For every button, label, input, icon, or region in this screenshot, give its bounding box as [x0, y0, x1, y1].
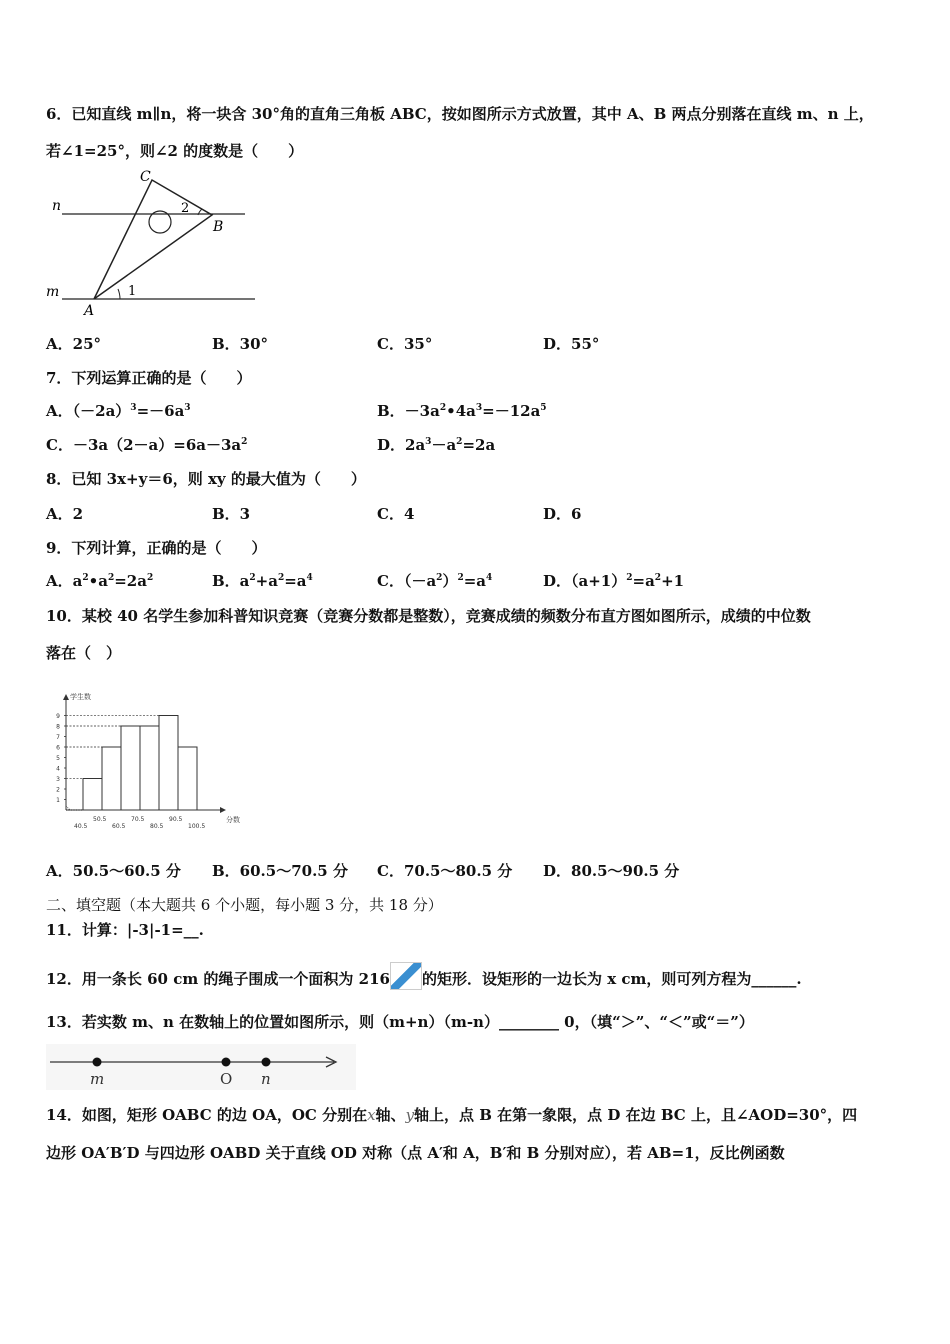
histogram-y-tick: 3: [56, 776, 60, 783]
q11-stem: 11．计算：|-3|-1=__.: [46, 921, 204, 939]
histogram-chart: [50, 688, 250, 836]
histogram-y-tick: 4: [56, 765, 60, 773]
q10-option-d: D．80.5～90.5 分: [543, 862, 680, 880]
q6-label-B: B: [213, 219, 224, 235]
histogram-x-tick: 80.5: [150, 823, 164, 830]
q6-label-A: A: [84, 303, 95, 319]
q6-label-m: m: [46, 284, 60, 300]
q7-option-b: B．$-3a^2•4a^3=-12a^5$: [377, 402, 547, 420]
q8-option-b: B．3: [212, 505, 251, 523]
histogram-y-tick: 6: [56, 744, 60, 752]
q8-option-d: D．6: [543, 505, 582, 523]
q6-option-b: B．30°: [212, 335, 269, 353]
q6-figure: [40, 165, 260, 325]
q13-stem: 13．若实数 m、n 在数轴上的位置如图所示，则（m+n）（m-n）________ 0，（填“＞”、“＜”或“＝”）: [46, 1013, 754, 1031]
histogram-x-tick: 60.5: [112, 823, 126, 830]
q7-option-d: D．$2a^3-a^2=2a$: [377, 436, 496, 454]
histogram-bar: [121, 726, 140, 810]
q9-option-c: C．$(-a^2)^2=a^4$: [377, 572, 493, 590]
histogram-y-tick: 8: [56, 723, 60, 731]
histogram-ylabel: 学生数: [70, 693, 91, 701]
q10-option-a: A．50.5～60.5 分: [46, 862, 181, 880]
q6-stem-line1: 6．已知直线 m∥n，将一块含 30°角的直角三角板 ABC，按如图所示方式放置，其中 A、B 两点分别落在直线 m、n 上，: [46, 105, 874, 123]
q6-stem-line2: 若∠1=25°，则∠2 的度数是（ ）: [46, 142, 304, 160]
q10-option-b: B．60.5～70.5 分: [212, 862, 348, 880]
histogram-y-tick: 9: [56, 713, 60, 720]
number-line-label-o: O: [220, 1070, 233, 1088]
q6-label-C: C: [140, 169, 151, 185]
histogram-x-tick: 90.5: [169, 816, 183, 823]
q8-option-a: A．2: [46, 505, 84, 523]
broken-image-icon: [390, 962, 422, 990]
histogram-x-tick: 70.5: [131, 816, 145, 823]
q8-option-c: C．4: [377, 505, 415, 523]
histogram-y-tick: 7: [56, 734, 60, 741]
q12-stem: 12．用一条长 60 cm 的绳子围成一个面积为 216 的矩形．设矩形的一边长为 x cm，则可列方程为______.: [46, 962, 802, 990]
histogram-xlabel: 分数: [226, 816, 240, 824]
q10-stem-line1: 10．某校 40 名学生参加科普知识竞赛（竞赛分数都是整数），竞赛成绩的频数分布直方图如图所示，成绩的中位数: [46, 607, 811, 625]
section-heading: 二、填空题（本大题共 6 个小题，每小题 3 分，共 18 分）: [46, 896, 443, 914]
histogram-y-tick: 5: [56, 755, 60, 762]
q10-option-c: C．70.5～80.5 分: [377, 862, 513, 880]
q9-stem: 9．下列计算，正确的是（ ）: [46, 539, 267, 557]
q6-option-d: D．55°: [543, 335, 600, 353]
q7-option-c: C．$-3a(2-a)=6a-3a^2$: [46, 436, 248, 454]
histogram-bar: [159, 716, 178, 811]
q7-option-a: A．$(-2a)^3=-6a^3$: [46, 402, 191, 420]
q7-stem: 7．下列运算正确的是（ ）: [46, 369, 252, 387]
number-line-label-m: m: [90, 1070, 105, 1088]
q9-option-d: D．$(a+1)^2=a^2+1$: [543, 572, 685, 590]
q14-stem-line2: 边形 OA′B′D 与四边形 OABD 关于直线 OD 对称（点 A′和 A，B′和 B 分别对应），若 AB=1，反比例函数: [46, 1144, 785, 1162]
histogram-bar: [83, 779, 102, 811]
q10-stem-line2: 落在（ ）: [46, 644, 122, 662]
q14-stem-line1: 14．如图，矩形 OABC 的边 OA，OC 分别在x轴、y轴上，点 B 在第一象限，点 D 在边 BC 上，且∠AOD=30°，四: [46, 1106, 858, 1124]
number-line-figure: [46, 1044, 356, 1090]
histogram-bar: [140, 726, 159, 810]
q6-label-n: n: [52, 198, 62, 214]
q6-option-c: C．35°: [377, 335, 433, 353]
histogram-bar: [178, 747, 197, 810]
q9-option-a: A．$a^2•a^2=2a^2$: [46, 572, 154, 590]
q6-label-2: 2: [181, 201, 190, 216]
q8-stem: 8．已知 3x+y＝6，则 xy 的最大值为（ ）: [46, 470, 366, 488]
histogram-bar: [102, 747, 121, 810]
histogram-x-tick: 40.5: [74, 823, 88, 830]
q6-option-a: A．25°: [46, 335, 102, 353]
histogram-y-tick: 2: [56, 786, 60, 794]
number-line-label-n: n: [261, 1070, 271, 1088]
q9-option-b: B．$a^2+a^2=a^4$: [212, 572, 313, 590]
histogram-x-tick: 100.5: [188, 823, 206, 830]
histogram-x-tick: 50.5: [93, 816, 107, 823]
q6-label-1: 1: [128, 284, 137, 299]
histogram-y-tick: 1: [56, 797, 60, 804]
